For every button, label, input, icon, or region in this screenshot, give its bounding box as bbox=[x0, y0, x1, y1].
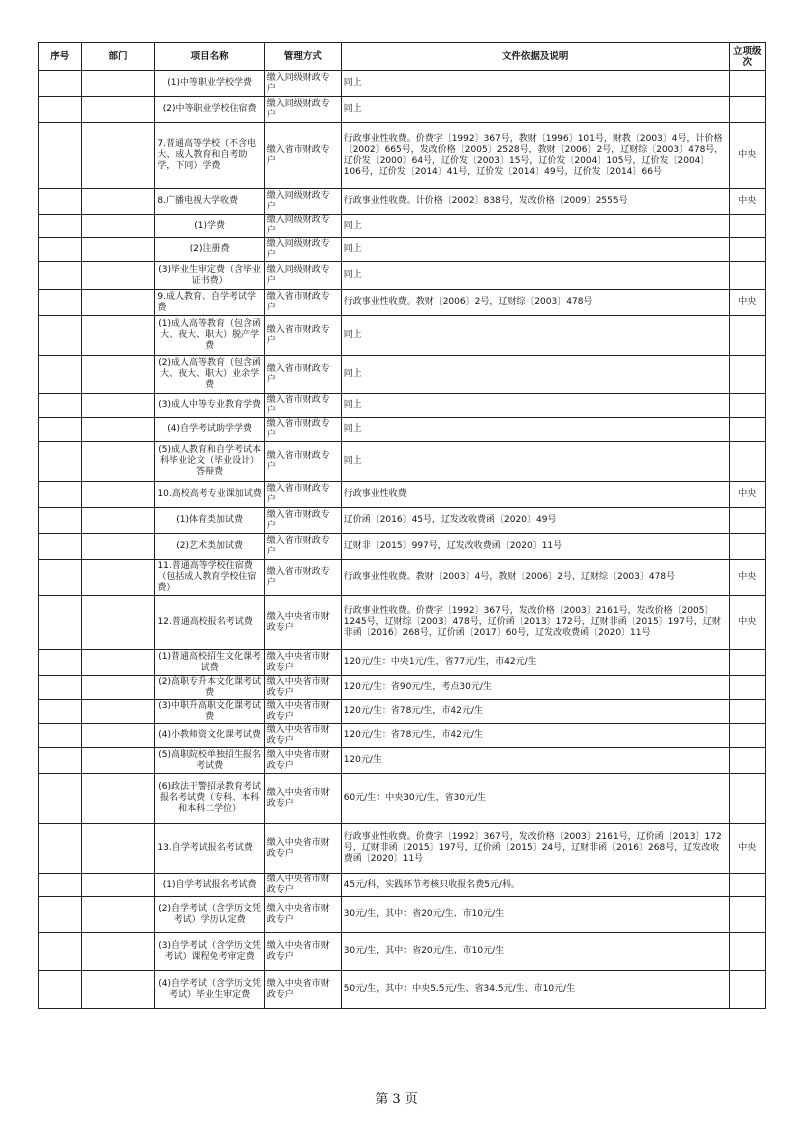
seq-cell bbox=[39, 676, 82, 700]
dept-cell bbox=[81, 897, 155, 933]
item-name-cell: (4)小教师资文化课考试费 bbox=[155, 724, 264, 748]
level-cell bbox=[729, 356, 766, 394]
seq-cell bbox=[39, 897, 82, 933]
doc-cell: 同上 bbox=[341, 97, 729, 123]
seq-cell bbox=[39, 394, 82, 418]
dept-cell bbox=[81, 215, 155, 238]
mode-cell: 缴入中央省市财政专户 bbox=[264, 971, 341, 1009]
doc-cell: 行政事业性收费。教财〔2003〕4号，教财〔2006〕2号，辽财综〔2003〕478号 bbox=[341, 560, 729, 596]
dept-cell bbox=[81, 748, 155, 774]
doc-cell: 同上 bbox=[341, 442, 729, 482]
level-cell bbox=[729, 394, 766, 418]
table-row bbox=[39, 534, 766, 560]
doc-cell: 120元/生：省78元/生，市42元/生 bbox=[341, 700, 729, 724]
table-row bbox=[39, 215, 766, 238]
header-row bbox=[39, 43, 766, 71]
level-cell bbox=[729, 262, 766, 290]
seq-cell bbox=[39, 215, 82, 238]
level-cell bbox=[729, 97, 766, 123]
item-name-cell: (5)高职院校单独招生报名考试费 bbox=[155, 748, 264, 774]
doc-cell: 同上 bbox=[341, 394, 729, 418]
mode-cell: 缴入中央省市财政专户 bbox=[264, 897, 341, 933]
dept-cell bbox=[81, 560, 155, 596]
seq-cell bbox=[39, 933, 82, 971]
seq-cell bbox=[39, 824, 82, 874]
doc-cell: 同上 bbox=[341, 316, 729, 356]
mode-cell: 缴入省市财政专户 bbox=[264, 123, 341, 189]
doc-cell: 同上 bbox=[341, 262, 729, 290]
dept-cell bbox=[81, 700, 155, 724]
seq-cell bbox=[39, 123, 82, 189]
item-name-cell: (2)自学考试（含学历文凭考试）学历认定费 bbox=[155, 897, 264, 933]
seq-cell bbox=[39, 748, 82, 774]
mode-cell: 缴入省市财政专户 bbox=[264, 418, 341, 442]
level-cell: 中央 bbox=[729, 189, 766, 215]
dept-cell bbox=[81, 238, 155, 262]
dept-cell bbox=[81, 356, 155, 394]
item-name-cell: 12.普通高校报名考试费 bbox=[155, 596, 264, 650]
table-row bbox=[39, 290, 766, 316]
dept-cell bbox=[81, 316, 155, 356]
seq-cell bbox=[39, 534, 82, 560]
mode-cell: 缴入中央省市财政专户 bbox=[264, 748, 341, 774]
header-seq: 序号 bbox=[39, 43, 82, 71]
table-row bbox=[39, 442, 766, 482]
level-cell: 中央 bbox=[729, 824, 766, 874]
level-cell bbox=[729, 418, 766, 442]
item-name-cell: (2)注册费 bbox=[155, 238, 264, 262]
mode-cell: 缴入中央省市财政专户 bbox=[264, 676, 341, 700]
dept-cell bbox=[81, 874, 155, 897]
table-row bbox=[39, 316, 766, 356]
table-row bbox=[39, 238, 766, 262]
item-name-cell: (2)艺术类加试费 bbox=[155, 534, 264, 560]
doc-cell: 行政事业性收费。价费字〔1992〕367号，发改价格〔2003〕2161号，辽价函〔2013〕172号，辽财非函〔2015〕197号，辽价函〔2015〕24号，辽财非函〔2016〕268号，辽发改收费函〔2020〕11号 bbox=[341, 824, 729, 874]
level-cell bbox=[729, 442, 766, 482]
dept-cell bbox=[81, 676, 155, 700]
seq-cell bbox=[39, 560, 82, 596]
table-row bbox=[39, 748, 766, 774]
dept-cell bbox=[81, 971, 155, 1009]
table-row bbox=[39, 560, 766, 596]
dept-cell bbox=[81, 418, 155, 442]
item-name-cell: (1)体育类加试费 bbox=[155, 508, 264, 534]
doc-cell: 120元/生：中央1元/生，省77元/生，市42元/生 bbox=[341, 650, 729, 676]
header-mode: 管理方式 bbox=[264, 43, 341, 71]
mode-cell: 缴入同级财政专户 bbox=[264, 189, 341, 215]
header-dept: 部门 bbox=[81, 43, 155, 71]
doc-cell: 60元/生：中央30元/生，省30元/生 bbox=[341, 774, 729, 824]
mode-cell: 缴入省市财政专户 bbox=[264, 534, 341, 560]
table-row bbox=[39, 418, 766, 442]
dept-cell bbox=[81, 534, 155, 560]
seq-cell bbox=[39, 596, 82, 650]
mode-cell: 缴入中央省市财政专户 bbox=[264, 774, 341, 824]
item-name-cell: (5)成人教育和自学考试本科毕业论文（毕业设计）答辩费 bbox=[155, 442, 264, 482]
mode-cell: 缴入中央省市财政专户 bbox=[264, 700, 341, 724]
item-name-cell: (4)自学考试（含学历文凭考试）毕业生审定费 bbox=[155, 971, 264, 1009]
mode-cell: 缴入同级财政专户 bbox=[264, 71, 341, 97]
seq-cell bbox=[39, 290, 82, 316]
doc-cell: 行政事业性收费。教财〔2006〕2号，辽财综〔2003〕478号 bbox=[341, 290, 729, 316]
table-row bbox=[39, 508, 766, 534]
dept-cell bbox=[81, 189, 155, 215]
table-row bbox=[39, 596, 766, 650]
item-name-cell: 9.成人教育、自学考试学费 bbox=[155, 290, 264, 316]
level-cell bbox=[729, 748, 766, 774]
table-row bbox=[39, 123, 766, 189]
seq-cell bbox=[39, 189, 82, 215]
mode-cell: 缴入同级财政专户 bbox=[264, 238, 341, 262]
dept-cell bbox=[81, 97, 155, 123]
item-name-cell: (1)成人高等教育（包含函大、夜大、职大）脱产学费 bbox=[155, 316, 264, 356]
doc-cell: 行政事业性收费。计价格〔2002〕838号，发改价格〔2009〕2555号 bbox=[341, 189, 729, 215]
table-row bbox=[39, 482, 766, 508]
table-row bbox=[39, 189, 766, 215]
doc-cell: 50元/生，其中：中央5.5元/生、省34.5元/生、市10元/生 bbox=[341, 971, 729, 1009]
mode-cell: 缴入同级财政专户 bbox=[264, 215, 341, 238]
table-row bbox=[39, 971, 766, 1009]
seq-cell bbox=[39, 316, 82, 356]
dept-cell bbox=[81, 774, 155, 824]
level-cell bbox=[729, 534, 766, 560]
doc-cell: 30元/生，其中：省20元/生、市10元/生 bbox=[341, 897, 729, 933]
doc-cell: 120元/生 bbox=[341, 748, 729, 774]
mode-cell: 缴入省市财政专户 bbox=[264, 442, 341, 482]
doc-cell: 辽价函〔2016〕45号，辽发改收费函〔2020〕49号 bbox=[341, 508, 729, 534]
item-name-cell: 8.广播电视大学收费 bbox=[155, 189, 264, 215]
item-name-cell: (3)毕业生审定费（含毕业证书费） bbox=[155, 262, 264, 290]
dept-cell bbox=[81, 262, 155, 290]
level-cell: 中央 bbox=[729, 482, 766, 508]
table-row bbox=[39, 71, 766, 97]
table-row bbox=[39, 874, 766, 897]
mode-cell: 缴入省市财政专户 bbox=[264, 508, 341, 534]
item-name-cell: (3)中职升高职文化课考试费 bbox=[155, 700, 264, 724]
table-row bbox=[39, 824, 766, 874]
table-row bbox=[39, 724, 766, 748]
dept-cell bbox=[81, 596, 155, 650]
table-row bbox=[39, 262, 766, 290]
doc-cell: 行政事业性收费。价费字〔1992〕367号，发改价格〔2003〕2161号，发改价格〔2005〕1245号，辽财综〔2003〕478号，辽价函〔2013〕172号，辽财非函〔2015〕197号，辽财非函〔2016〕268号，辽价函〔2017〕60号，辽发改收费函〔2020〕11号 bbox=[341, 596, 729, 650]
item-name-cell: 10.高校高考专业课加试费 bbox=[155, 482, 264, 508]
doc-cell: 120元/生：省78元/生，市42元/生 bbox=[341, 724, 729, 748]
item-name-cell: (2)中等职业学校住宿费 bbox=[155, 97, 264, 123]
table-row bbox=[39, 933, 766, 971]
doc-cell: 行政事业性收费。价费字〔1992〕367号，教财〔1996〕101号，财教〔2003〕4号，计价格〔2002〕665号，发改价格〔2005〕2528号，教财〔2006〕2号，辽财综〔2003〕478号，辽价发〔2000〕64号，辽价发〔2003〕15号，辽价发〔2004〕105号，辽价发〔2004〕106号，辽价发〔2014〕41号，辽价发〔2014〕49号，辽价发〔2014〕66号 bbox=[341, 123, 729, 189]
seq-cell bbox=[39, 874, 82, 897]
table-row bbox=[39, 97, 766, 123]
table-row bbox=[39, 650, 766, 676]
level-cell bbox=[729, 933, 766, 971]
level-cell bbox=[729, 874, 766, 897]
dept-cell bbox=[81, 508, 155, 534]
level-cell: 中央 bbox=[729, 290, 766, 316]
dept-cell bbox=[81, 650, 155, 676]
mode-cell: 缴入同级财政专户 bbox=[264, 97, 341, 123]
level-cell bbox=[729, 971, 766, 1009]
level-cell bbox=[729, 700, 766, 724]
header-doc: 文件依据及说明 bbox=[341, 43, 729, 71]
mode-cell: 缴入中央省市财政专户 bbox=[264, 824, 341, 874]
item-name-cell: (1)自学考试报名考试费 bbox=[155, 874, 264, 897]
doc-cell: 同上 bbox=[341, 418, 729, 442]
level-cell bbox=[729, 676, 766, 700]
item-name-cell: (6)政法干警招录教育考试报名考试费（专科、本科和本科二学位） bbox=[155, 774, 264, 824]
item-name-cell: (4)自学考试助学学费 bbox=[155, 418, 264, 442]
doc-cell: 45元/科，实践环节考核只收报名费5元/科。 bbox=[341, 874, 729, 897]
mode-cell: 缴入中央省市财政专户 bbox=[264, 933, 341, 971]
seq-cell bbox=[39, 356, 82, 394]
seq-cell bbox=[39, 238, 82, 262]
seq-cell bbox=[39, 700, 82, 724]
level-cell bbox=[729, 316, 766, 356]
seq-cell bbox=[39, 442, 82, 482]
level-cell bbox=[729, 238, 766, 262]
level-cell bbox=[729, 508, 766, 534]
dept-cell bbox=[81, 824, 155, 874]
dept-cell bbox=[81, 933, 155, 971]
dept-cell bbox=[81, 394, 155, 418]
item-name-cell: (2)成人高等教育（包含函大、夜大、职大）业余学费 bbox=[155, 356, 264, 394]
doc-cell: 辽财非〔2015〕997号，辽发改收费函〔2020〕11号 bbox=[341, 534, 729, 560]
dept-cell bbox=[81, 290, 155, 316]
mode-cell: 缴入同级财政专户 bbox=[264, 262, 341, 290]
item-name-cell: 11.普通高等学校住宿费（包括成人教育学校住宿费） bbox=[155, 560, 264, 596]
dept-cell bbox=[81, 724, 155, 748]
seq-cell bbox=[39, 508, 82, 534]
table-row bbox=[39, 897, 766, 933]
doc-cell: 行政事业性收费 bbox=[341, 482, 729, 508]
mode-cell: 缴入省市财政专户 bbox=[264, 356, 341, 394]
item-name-cell: (3)成人中等专业教育学费 bbox=[155, 394, 264, 418]
level-cell: 中央 bbox=[729, 123, 766, 189]
table-row bbox=[39, 676, 766, 700]
item-name-cell: 13.自学考试报名考试费 bbox=[155, 824, 264, 874]
level-cell bbox=[729, 71, 766, 97]
item-name-cell: (1)普通高校招生文化课考试费 bbox=[155, 650, 264, 676]
item-name-cell: 7.普通高等学校（不含电大、成人教育和自考助学，下同）学费 bbox=[155, 123, 264, 189]
table-body bbox=[39, 71, 766, 1009]
header-level: 立项级次 bbox=[729, 43, 766, 71]
seq-cell bbox=[39, 650, 82, 676]
level-cell bbox=[729, 650, 766, 676]
mode-cell: 缴入中央省市财政专户 bbox=[264, 874, 341, 897]
table-row bbox=[39, 394, 766, 418]
doc-cell: 30元/生，其中：省20元/生、市10元/生 bbox=[341, 933, 729, 971]
mode-cell: 缴入省市财政专户 bbox=[264, 316, 341, 356]
doc-cell: 同上 bbox=[341, 71, 729, 97]
header-name: 项目名称 bbox=[155, 43, 264, 71]
level-cell: 中央 bbox=[729, 596, 766, 650]
seq-cell bbox=[39, 97, 82, 123]
item-name-cell: (3)自学考试（含学历文凭考试）课程免考审定费 bbox=[155, 933, 264, 971]
seq-cell bbox=[39, 71, 82, 97]
seq-cell bbox=[39, 774, 82, 824]
dept-cell bbox=[81, 442, 155, 482]
item-name-cell: (1)中等职业学校学费 bbox=[155, 71, 264, 97]
seq-cell bbox=[39, 482, 82, 508]
mode-cell: 缴入省市财政专户 bbox=[264, 394, 341, 418]
mode-cell: 缴入中央省市财政专户 bbox=[264, 650, 341, 676]
table-row bbox=[39, 774, 766, 824]
fee-table bbox=[38, 42, 766, 1009]
seq-cell bbox=[39, 971, 82, 1009]
doc-cell: 同上 bbox=[341, 215, 729, 238]
seq-cell bbox=[39, 262, 82, 290]
dept-cell bbox=[81, 71, 155, 97]
page-number: 第 3 页 bbox=[375, 1092, 418, 1107]
level-cell bbox=[729, 774, 766, 824]
doc-cell: 同上 bbox=[341, 238, 729, 262]
table-row bbox=[39, 700, 766, 724]
seq-cell bbox=[39, 724, 82, 748]
dept-cell bbox=[81, 123, 155, 189]
dept-cell bbox=[81, 482, 155, 508]
item-name-cell: (2)高职专升本文化课考试费 bbox=[155, 676, 264, 700]
mode-cell: 缴入中央省市财政专户 bbox=[264, 596, 341, 650]
mode-cell: 缴入省市财政专户 bbox=[264, 482, 341, 508]
mode-cell: 缴入省市财政专户 bbox=[264, 290, 341, 316]
doc-cell: 120元/生：省90元/生，考点30元/生 bbox=[341, 676, 729, 700]
doc-cell: 同上 bbox=[341, 356, 729, 394]
seq-cell bbox=[39, 418, 82, 442]
level-cell: 中央 bbox=[729, 560, 766, 596]
table-row bbox=[39, 356, 766, 394]
item-name-cell: (1)学费 bbox=[155, 215, 264, 238]
level-cell bbox=[729, 897, 766, 933]
mode-cell: 缴入省市财政专户 bbox=[264, 560, 341, 596]
level-cell bbox=[729, 215, 766, 238]
level-cell bbox=[729, 724, 766, 748]
mode-cell: 缴入中央省市财政专户 bbox=[264, 724, 341, 748]
